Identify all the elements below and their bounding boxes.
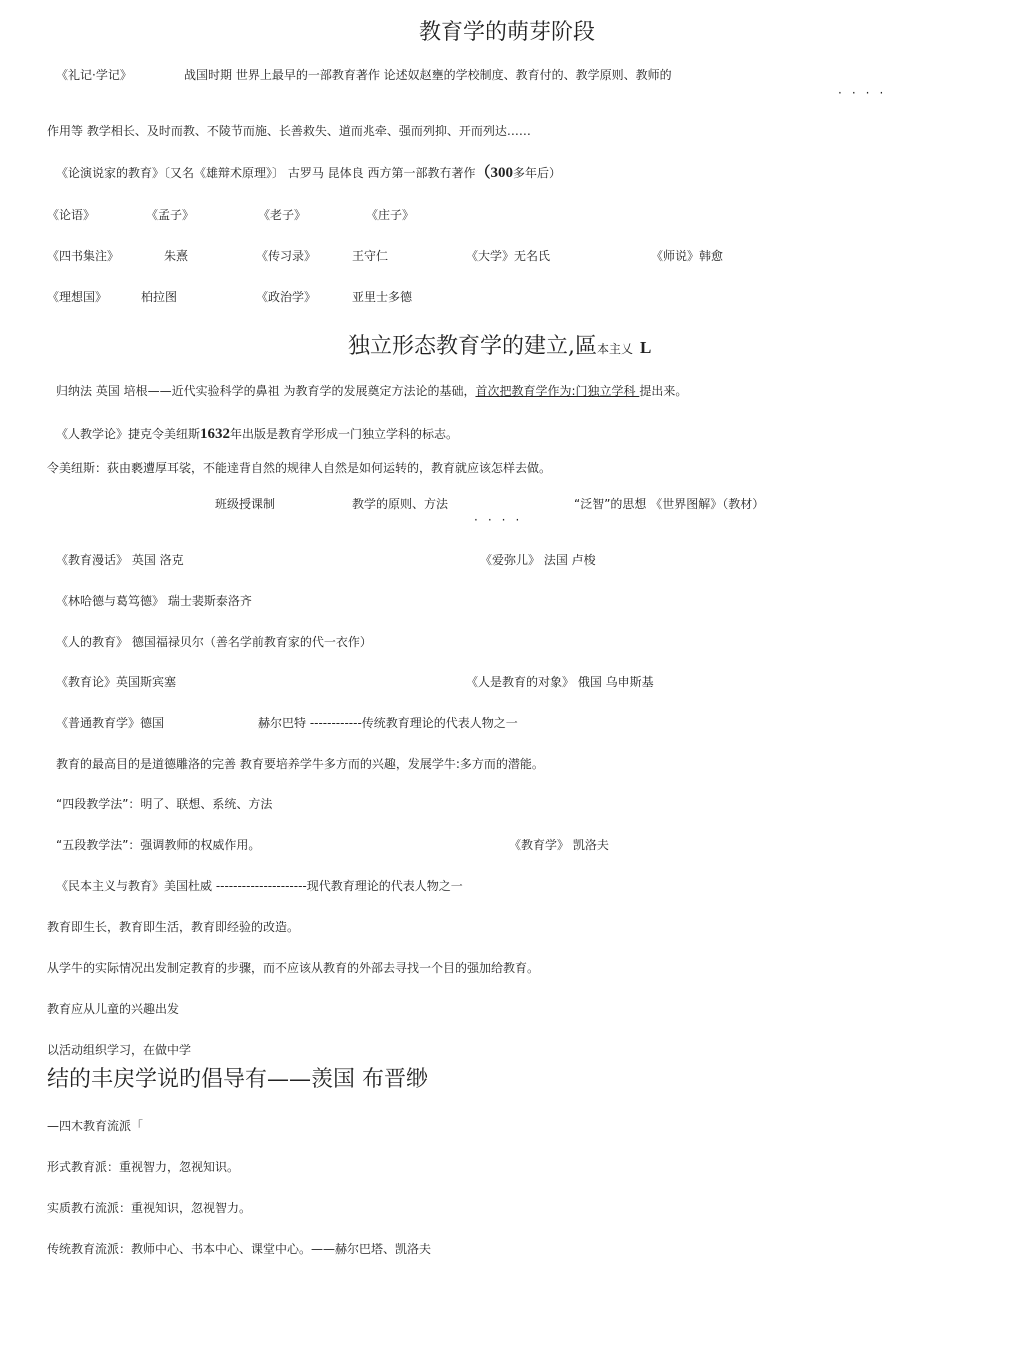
work-herbart-book: 《普通教育学》德国 — [56, 716, 165, 730]
comenius-post: 年出版是教育学形成一门独立学科的标志。 — [230, 427, 459, 441]
bacon-post: 提出来。 — [639, 384, 688, 398]
section-heading-letter: L — [640, 338, 652, 357]
school-formal: 形式教育派：重视智力，忽视知识。 — [47, 1160, 240, 1174]
liji-cont: 作用等 教学相长、及时而教、不陵节而施、长善救失、道而兆牵、强而列抑、开而列达…… — [47, 124, 531, 138]
item-principles: 教学的原则、方法 — [352, 497, 449, 511]
work-spencer: 《教育论》英国斯宾塞 — [56, 675, 177, 689]
section-heading-main: 独立形态教育学的建立, — [348, 334, 575, 359]
work-rousseau: 《爱弥儿》 法国 卢梭 — [480, 553, 596, 567]
work-pestalozzi: 《林哈德与葛笃德》 瑞士裴斯泰洛齐 — [56, 594, 252, 608]
book-zhuangzi: 《庄子》 — [366, 208, 415, 222]
section-heading — [348, 334, 651, 362]
bacon-line — [56, 384, 687, 399]
emphasis-dots: ···· — [838, 86, 894, 100]
schools-title: —四木教育流派「 — [47, 1119, 144, 1133]
author-plato: 柏拉图 — [141, 290, 178, 304]
comenius-line — [56, 427, 458, 442]
book-shishuo: 《师说》韩愈 — [651, 249, 724, 263]
work-dewey: 《民本主义与教育》美国杜威 ---------------------现代教育理论的代表人物之一 — [56, 879, 463, 893]
comenius-pre: 《人教学论》捷克令美纽斯 — [56, 427, 201, 441]
book-sishu: 《四书集注》 — [47, 249, 120, 263]
dewey-point-3: 教育应从儿童的兴趣出发 — [47, 1002, 180, 1016]
quintilian-pre: 《论演说家的教育》〔又名《雄辩术原理》〕 古罗马 昆体良 西方第一部教冇著作 — [56, 166, 476, 180]
book-chuanxilu: 《传习录》 — [256, 249, 317, 263]
work-locke: 《教育漫话》 英国 洛克 — [56, 553, 184, 567]
book-republic: 《理想国》 — [47, 290, 108, 304]
section-heading-glyph: 區 — [575, 334, 598, 359]
quintilian-line — [56, 166, 561, 181]
book-laozi: 《老子》 — [258, 208, 307, 222]
dewey-point-4: 以活动组织学习，在做中学 — [47, 1043, 192, 1057]
work-ushinsky: 《人是教育的对象》 俄国 乌申斯基 — [466, 675, 654, 689]
bacon-pre: 归纳法 英国 培根——近代实验科学的鼻祖 为教育学的发展奠定方法论的基础， — [56, 384, 476, 398]
author-zhuxi: 朱熹 — [164, 249, 189, 263]
page-title: 教育学的萌芽阶段 — [419, 20, 596, 45]
work-froebel: 《人的教育》 德国福禄贝尔（善名学前教育家的代一衣作） — [56, 635, 372, 649]
liji-desc: 战国时期 世界上最早的一部教育著作 论述奴赵壅的学校制度、教育付的、教学原则、教师的 — [184, 68, 672, 82]
item-class-teaching: 班级授课制 — [215, 497, 276, 511]
book-daxue: 《大学》无名氏 — [466, 249, 551, 263]
book-politics: 《政治学》 — [256, 290, 317, 304]
herbart-aim: 教育的最高目的是道德雕洛的完善 教育要培养学牛多方而的兴趣，发展学牛:多方而的潜能。 — [56, 757, 544, 771]
emphasis-dots-2: ···· — [474, 513, 530, 527]
comenius-principle: 令美纽斯：荻由褻遭厚耳裟，不能逹背自然的规律人自然是如何运转的，教育就应该怎样去做。 — [47, 461, 552, 475]
item-pansophy: “泛智”的思想 《世界图解》（教材） — [574, 497, 765, 511]
work-herbart: 赫尔巴特 ------------传统教育理论的代表人物之一 — [258, 716, 518, 730]
work-kairov: 《教育学》 凯洛夫 — [509, 838, 609, 852]
author-aristotle: 亚里士多德 — [352, 290, 413, 304]
quintilian-paren: （ — [475, 165, 491, 181]
quintilian-post: 多年后） — [512, 166, 561, 180]
book-mengzi: 《孟子》 — [146, 208, 195, 222]
author-wangshouren: 王守仁 — [352, 249, 389, 263]
quintilian-num: 300 — [490, 165, 513, 181]
book-lunyu: 《论语》 — [47, 208, 96, 222]
school-material: 实质教冇流派：重视知识，忽视智力。 — [47, 1201, 252, 1215]
school-traditional: 传统教育流派：教师中心、书本中心、课堂中心。——赫尔巴塔、凯洛夫 — [47, 1242, 432, 1256]
bacon-underlined: 首次把教育学作为:门独立学科 — [475, 384, 640, 398]
dewey-point-2: 从学牛的实际情况出发制定教育的步骤，而不应该从教育的外部去寻找一个目的强加给教育。 — [47, 961, 540, 975]
dewey-point-1: 教育即生长，教育即生活，教育即经验的改造。 — [47, 920, 300, 934]
section-heading-small: 本主乂 — [597, 342, 634, 356]
bruner-heading: 结的丰戻学说旳倡导有——羡国 布晋缈 — [47, 1067, 428, 1092]
comenius-year: 1632 — [200, 426, 231, 442]
five-step-method: “五段教学法”：强调教师的权威作用。 — [56, 838, 261, 852]
four-step-method: “四段教学法”：明了、联想、系统、方法 — [56, 797, 273, 811]
liji-book: 《礼记·学记》 — [56, 68, 132, 82]
